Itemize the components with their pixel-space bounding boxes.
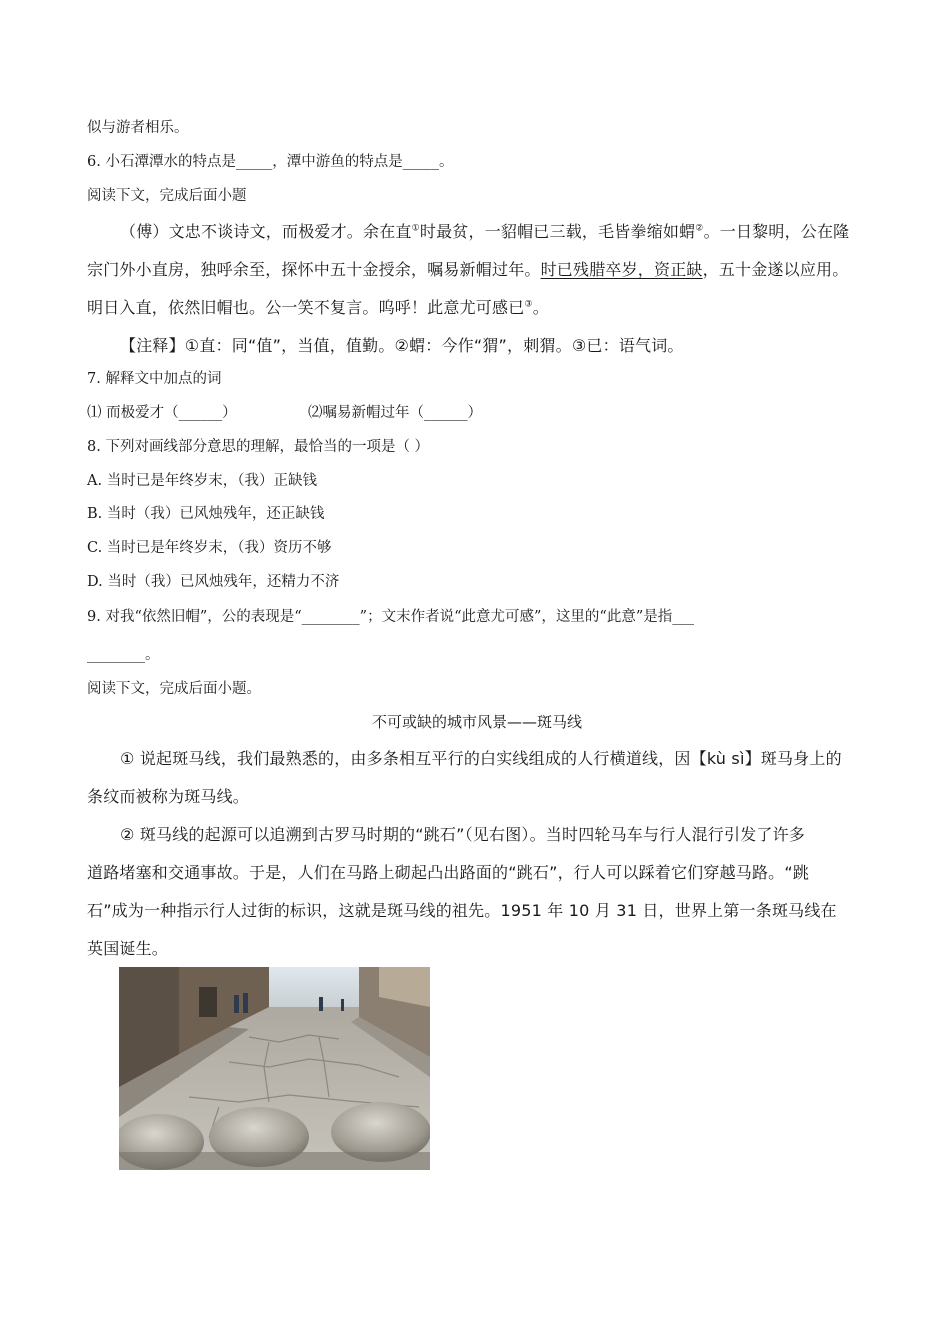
question-7-item-2: ⑵嘱易新帽过年（______） <box>308 405 482 421</box>
question-9-continued: ________。 <box>87 647 160 663</box>
classical-passage-line-3: 明日入直，依然旧帽也。公一笑不复言。呜呼！此意尤可感已③。 <box>87 298 549 317</box>
question-7: 7. 解释文中加点的词 <box>87 371 222 387</box>
article-paragraph-2-line-3: 石”成为一种指示行人过街的标识，这就是斑马线的祖先。1951 年 10 月 31 日，世界上第一条斑马线在 <box>87 901 837 920</box>
option-d: D. 当时（我）已风烛残年，还精力不济 <box>87 574 340 590</box>
classical-passage-line-1: （傅）文忠不谈诗文，而极爱才。余在直①时最贫，一貂帽已三载，毛皆拳缩如蝟②。一日黎明，公在隆 <box>120 222 850 241</box>
passage-tail: 似与游者相乐。 <box>87 120 189 136</box>
underlined-phrase: 时已残腊卒岁，资正缺 <box>540 260 703 279</box>
annotation-note: 【注释】①直：同“值”，当值，值勤。②蝟：今作“猬”，刺猬。③已：语气词。 <box>120 336 684 355</box>
option-b: B. 当时（我）已风烛残年，还正缺钱 <box>87 506 325 522</box>
reading-instruction-2: 阅读下文，完成后面小题。 <box>87 681 261 697</box>
stepping-stones-photo <box>119 967 430 1170</box>
classical-passage-line-2: 宗门外小直房，独呼余至，探怀中五十金授余，嘱易新帽过年。时已残腊卒岁，资正缺，五十金遂以应用。 <box>87 260 849 279</box>
reading-instruction-1: 阅读下文，完成后面小题 <box>87 188 247 204</box>
question-8: 8. 下列对画线部分意思的理解，最恰当的一项是（ ） <box>87 439 430 455</box>
article-title: 不可或缺的城市风景——斑马线 <box>371 713 582 731</box>
option-c: C. 当时已是年终岁末，（我）资历不够 <box>87 540 332 556</box>
article-paragraph-1-line-1: ① 说起斑马线，我们最熟悉的，由多条相互平行的白实线组成的人行横道线，因【kù sì】斑马身上的 <box>120 749 842 768</box>
stepping-stones-illustration <box>119 967 430 1170</box>
article-paragraph-1-line-2: 条纹而被称为斑马线。 <box>87 787 250 806</box>
question-6: 6. 小石潭潭水的特点是_____，潭中游鱼的特点是_____。 <box>87 154 454 170</box>
question-9: 9. 对我“依然旧帽”，公的表现是“________”；文末作者说“此意尤可感”，这里的“此意”是指___ <box>87 609 694 625</box>
option-a: A. 当时已是年终岁末，（我）正缺钱 <box>87 473 317 489</box>
article-paragraph-2-line-4: 英国诞生。 <box>87 939 169 958</box>
article-paragraph-2-line-2: 道路堵塞和交通事故。于是，人们在马路上砌起凸出路面的“跳石”，行人可以踩着它们穿越马路。“跳 <box>87 863 810 882</box>
question-7-item-1: ⑴ 而极爱才（______） <box>87 405 237 421</box>
article-paragraph-2-line-1: ② 斑马线的起源可以追溯到古罗马时期的“跳石”（见右图）。当时四轮马车与行人混行引发了许多 <box>120 825 806 844</box>
